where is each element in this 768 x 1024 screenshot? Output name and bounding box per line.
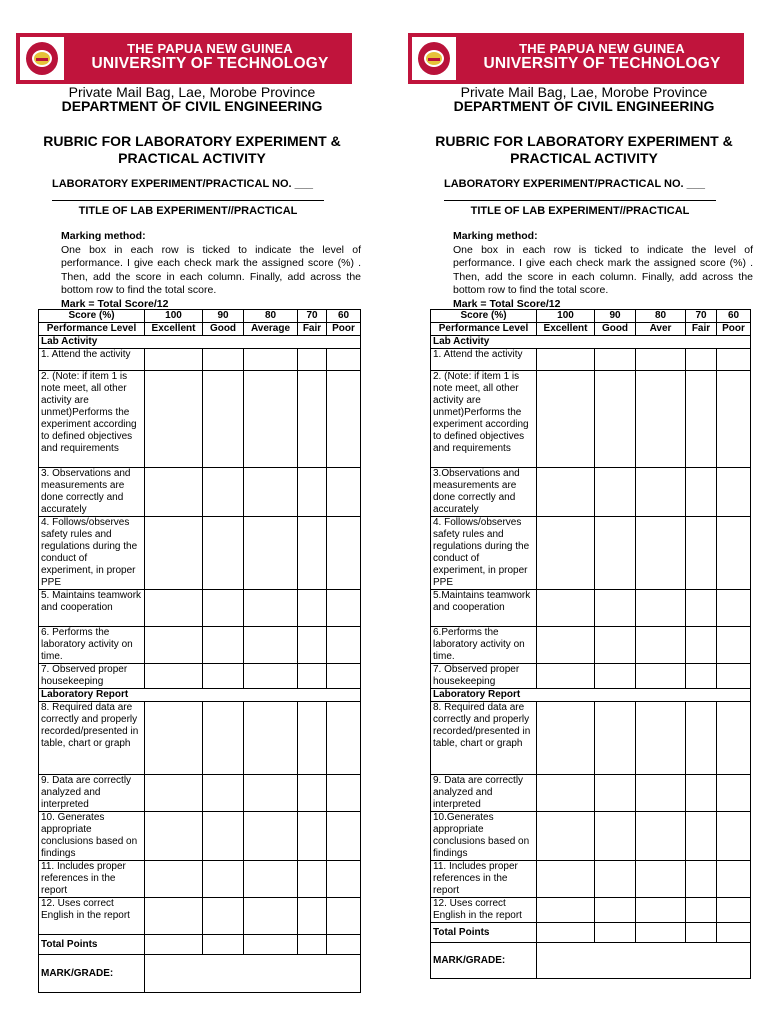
total-cell[interactable] (537, 923, 595, 943)
check-cell[interactable] (244, 627, 298, 664)
check-cell[interactable] (145, 468, 203, 517)
criterion-9: 9. Data are correctly analyzed and interpreted (431, 775, 537, 812)
score-70: 70 (298, 310, 327, 323)
level-row (431, 323, 751, 336)
check-cell[interactable] (595, 468, 636, 517)
score-label: Score (%) (431, 310, 537, 323)
criterion-6: 6.Performs the laboratory activity on time. (431, 627, 537, 664)
score-90: 90 (595, 310, 636, 323)
table-row (431, 517, 751, 590)
check-cell[interactable] (537, 371, 595, 468)
mark-formula: Mark = Total Score/12 (61, 297, 169, 310)
check-cell[interactable] (327, 517, 361, 590)
check-cell[interactable] (244, 517, 298, 590)
check-cell[interactable] (203, 702, 244, 775)
check-cell[interactable] (244, 775, 298, 812)
check-cell[interactable] (327, 627, 361, 664)
rubric-table (430, 309, 751, 979)
mark-formula: Mark = Total Score/12 (453, 297, 561, 310)
lab-title-label: TITLE OF LAB EXPERIMENT//PRACTICAL (78, 205, 298, 217)
table-row (39, 349, 361, 371)
check-cell[interactable] (636, 664, 686, 689)
check-cell[interactable] (717, 371, 751, 468)
check-cell[interactable] (203, 590, 244, 627)
level-good: Good (203, 323, 244, 336)
score-100: 100 (537, 310, 595, 323)
check-cell[interactable] (145, 371, 203, 468)
level-average: Average (244, 323, 298, 336)
table-row (39, 812, 361, 861)
check-cell[interactable] (686, 775, 717, 812)
mark-grade-cell[interactable] (537, 943, 751, 979)
level-fair: Fair (686, 323, 717, 336)
level-poor: Poor (327, 323, 361, 336)
check-cell[interactable] (203, 775, 244, 812)
banner-line-1: THE PAPUA NEW GUINEA (519, 41, 685, 56)
check-cell[interactable] (686, 898, 717, 923)
check-cell[interactable] (537, 468, 595, 517)
table-row (39, 517, 361, 590)
rubric-title-line-2: PRACTICAL ACTIVITY (510, 150, 658, 166)
check-cell[interactable] (717, 861, 751, 898)
table-row (431, 468, 751, 517)
check-cell[interactable] (203, 468, 244, 517)
level-label: Performance Level (39, 323, 145, 336)
total-cell[interactable] (327, 935, 361, 955)
table-row (431, 861, 751, 898)
check-cell[interactable] (595, 664, 636, 689)
check-cell[interactable] (298, 371, 327, 468)
table-row (39, 371, 361, 468)
level-fair: Fair (298, 323, 327, 336)
check-cell[interactable] (298, 349, 327, 371)
check-cell[interactable] (717, 590, 751, 627)
total-cell[interactable] (636, 923, 686, 943)
check-cell[interactable] (244, 349, 298, 371)
mark-grade-cell[interactable] (145, 955, 361, 993)
score-60: 60 (717, 310, 751, 323)
check-cell[interactable] (145, 349, 203, 371)
marking-heading: Marking method: (61, 230, 146, 242)
table-row (39, 702, 361, 775)
lab-title-label: TITLE OF LAB EXPERIMENT//PRACTICAL (470, 205, 690, 217)
university-logo (20, 37, 64, 80)
rubric-title-line-1: RUBRIC FOR LABORATORY EXPERIMENT & (435, 133, 733, 149)
table-row (431, 775, 751, 812)
check-cell[interactable] (636, 861, 686, 898)
check-cell[interactable] (595, 371, 636, 468)
check-cell[interactable] (537, 664, 595, 689)
score-60: 60 (327, 310, 361, 323)
score-100: 100 (145, 310, 203, 323)
check-cell[interactable] (686, 468, 717, 517)
check-cell[interactable] (636, 702, 686, 775)
criterion-8: 8. Required data are correctly and properly recorded/presented in table, chart or graph (39, 702, 145, 775)
score-70: 70 (686, 310, 717, 323)
check-cell[interactable] (298, 812, 327, 861)
check-cell[interactable] (203, 812, 244, 861)
check-cell[interactable] (145, 775, 203, 812)
table-row (431, 664, 751, 689)
table-row (39, 898, 361, 935)
rubric-title-line-2: PRACTICAL ACTIVITY (118, 150, 266, 166)
rubric-sheet-right (392, 0, 768, 1024)
criterion-12: 12. Uses correct English in the report (431, 898, 537, 923)
grade-row (431, 943, 751, 979)
table-row (431, 898, 751, 923)
check-cell[interactable] (203, 898, 244, 935)
check-cell[interactable] (244, 664, 298, 689)
mark-grade-label: MARK/GRADE: (39, 955, 145, 993)
check-cell[interactable] (686, 349, 717, 371)
check-cell[interactable] (145, 517, 203, 590)
score-label: Score (%) (39, 310, 145, 323)
section-lab-report: Laboratory Report (431, 689, 751, 702)
level-poor: Poor (717, 323, 751, 336)
check-cell[interactable] (327, 812, 361, 861)
total-points-label: Total Points (431, 923, 537, 943)
check-cell[interactable] (244, 371, 298, 468)
check-cell[interactable] (636, 371, 686, 468)
check-cell[interactable] (244, 590, 298, 627)
check-cell[interactable] (686, 664, 717, 689)
check-cell[interactable] (717, 664, 751, 689)
score-80: 80 (636, 310, 686, 323)
check-cell[interactable] (636, 627, 686, 664)
marking-method (61, 230, 361, 311)
check-cell[interactable] (244, 468, 298, 517)
total-row (431, 923, 751, 943)
check-cell[interactable] (298, 468, 327, 517)
title-blank-line (52, 200, 324, 201)
check-cell[interactable] (145, 861, 203, 898)
check-cell[interactable] (636, 775, 686, 812)
check-cell[interactable] (327, 371, 361, 468)
check-cell[interactable] (717, 627, 751, 664)
criterion-2: 2. (Note: if item 1 is note meet, all other activity are unmet)Performs the experiment according to defined objectives and requirements (431, 371, 537, 468)
check-cell[interactable] (537, 702, 595, 775)
check-cell[interactable] (203, 517, 244, 590)
check-cell[interactable] (717, 898, 751, 923)
table-row (431, 812, 751, 861)
section-lab-report: Laboratory Report (39, 689, 361, 702)
check-cell[interactable] (537, 590, 595, 627)
check-cell[interactable] (636, 898, 686, 923)
total-cell[interactable] (203, 935, 244, 955)
check-cell[interactable] (595, 590, 636, 627)
total-cell[interactable] (244, 935, 298, 955)
marking-method (453, 230, 753, 311)
check-cell[interactable] (298, 775, 327, 812)
table-row (431, 702, 751, 775)
check-cell[interactable] (686, 517, 717, 590)
check-cell[interactable] (327, 775, 361, 812)
check-cell[interactable] (298, 702, 327, 775)
check-cell[interactable] (298, 590, 327, 627)
address: Private Mail Bag, Lae, Morobe Province (68, 84, 316, 100)
mark-grade-label: MARK/GRADE: (431, 943, 537, 979)
grade-row (39, 955, 361, 993)
address: Private Mail Bag, Lae, Morobe Province (460, 84, 708, 100)
check-cell[interactable] (595, 775, 636, 812)
title-blank-line (444, 200, 716, 201)
check-cell[interactable] (686, 627, 717, 664)
check-cell[interactable] (537, 775, 595, 812)
criterion-4: 4. Follows/observes safety rules and regulations during the conduct of experiment, in proper PPE (39, 517, 145, 590)
check-cell[interactable] (686, 702, 717, 775)
section-lab-activity: Lab Activity (39, 336, 361, 349)
table-row (39, 775, 361, 812)
check-cell[interactable] (537, 517, 595, 590)
check-cell[interactable] (203, 861, 244, 898)
level-average: Aver (636, 323, 686, 336)
rubric-table (38, 309, 361, 993)
department-title: DEPARTMENT OF CIVIL ENGINEERING (61, 98, 323, 114)
check-cell[interactable] (327, 861, 361, 898)
table-row (39, 627, 361, 664)
table-row (431, 590, 751, 627)
check-cell[interactable] (537, 898, 595, 923)
criterion-4: 4. Follows/observes safety rules and regulations during the conduct of experiment, in proper PPE (431, 517, 537, 590)
score-90: 90 (203, 310, 244, 323)
criterion-1: 1. Attend the activity (431, 349, 537, 371)
check-cell[interactable] (327, 898, 361, 935)
check-cell[interactable] (686, 861, 717, 898)
criterion-11: 11. Includes proper references in the report (431, 861, 537, 898)
total-cell[interactable] (595, 923, 636, 943)
criterion-8: 8. Required data are correctly and properly recorded/presented in table, chart or graph (431, 702, 537, 775)
check-cell[interactable] (327, 590, 361, 627)
table-row (39, 468, 361, 517)
check-cell[interactable] (327, 702, 361, 775)
score-80: 80 (244, 310, 298, 323)
total-row (39, 935, 361, 955)
criterion-7: 7. Observed proper housekeeping (39, 664, 145, 689)
check-cell[interactable] (595, 812, 636, 861)
criterion-1: 1. Attend the activity (39, 349, 145, 371)
university-logo (412, 37, 456, 80)
check-cell[interactable] (298, 861, 327, 898)
check-cell[interactable] (595, 627, 636, 664)
check-cell[interactable] (298, 664, 327, 689)
check-cell[interactable] (145, 702, 203, 775)
check-cell[interactable] (145, 627, 203, 664)
check-cell[interactable] (244, 702, 298, 775)
lab-number-label: LABORATORY EXPERIMENT/PRACTICAL NO. ___ (52, 178, 313, 190)
check-cell[interactable] (595, 861, 636, 898)
check-cell[interactable] (595, 702, 636, 775)
criterion-10: 10. Generates appropriate conclusions based on findings (39, 812, 145, 861)
check-cell[interactable] (636, 349, 686, 371)
department-title: DEPARTMENT OF CIVIL ENGINEERING (453, 98, 715, 114)
check-cell[interactable] (636, 517, 686, 590)
check-cell[interactable] (537, 349, 595, 371)
marking-text: One box in each row is ticked to indicate the level of performance. I give each check mark the assigned score (%) . Then, add the score in each column. Finally, add across the bottom row to find the total score. (61, 243, 361, 296)
check-cell[interactable] (298, 627, 327, 664)
check-cell[interactable] (537, 812, 595, 861)
total-cell[interactable] (717, 923, 751, 943)
check-cell[interactable] (686, 812, 717, 861)
check-cell[interactable] (537, 627, 595, 664)
university-banner (16, 33, 352, 84)
check-cell[interactable] (595, 349, 636, 371)
criterion-5: 5.Maintains teamwork and cooperation (431, 590, 537, 627)
check-cell[interactable] (636, 590, 686, 627)
check-cell[interactable] (636, 468, 686, 517)
check-cell[interactable] (203, 349, 244, 371)
level-excellent: Excellent (537, 323, 595, 336)
criterion-3: 3.Observations and measurements are done correctly and accurately (431, 468, 537, 517)
criterion-7: 7. Observed proper housekeeping (431, 664, 537, 689)
check-cell[interactable] (717, 775, 751, 812)
table-row (431, 371, 751, 468)
check-cell[interactable] (717, 349, 751, 371)
rubric-title-line-1: RUBRIC FOR LABORATORY EXPERIMENT & (43, 133, 341, 149)
total-points-label: Total Points (39, 935, 145, 955)
banner-line-1: THE PAPUA NEW GUINEA (127, 41, 293, 56)
check-cell[interactable] (244, 812, 298, 861)
score-row (39, 310, 361, 323)
check-cell[interactable] (717, 517, 751, 590)
table-row (431, 349, 751, 371)
check-cell[interactable] (595, 517, 636, 590)
check-cell[interactable] (595, 898, 636, 923)
total-cell[interactable] (145, 935, 203, 955)
section-lab-activity: Lab Activity (431, 336, 751, 349)
check-cell[interactable] (244, 861, 298, 898)
check-cell[interactable] (717, 812, 751, 861)
check-cell[interactable] (203, 371, 244, 468)
check-cell[interactable] (145, 664, 203, 689)
table-row (39, 590, 361, 627)
criterion-3: 3. Observations and measurements are done correctly and accurately (39, 468, 145, 517)
check-cell[interactable] (203, 664, 244, 689)
criterion-11: 11. Includes proper references in the report (39, 861, 145, 898)
check-cell[interactable] (686, 590, 717, 627)
criterion-10: 10.Generates appropriate conclusions based on findings (431, 812, 537, 861)
criterion-5: 5. Maintains teamwork and cooperation (39, 590, 145, 627)
level-good: Good (595, 323, 636, 336)
criterion-12: 12. Uses correct English in the report (39, 898, 145, 935)
banner-line-2: UNIVERSITY OF TECHNOLOGY (91, 55, 329, 72)
total-cell[interactable] (686, 923, 717, 943)
level-excellent: Excellent (145, 323, 203, 336)
university-banner (408, 33, 744, 84)
check-cell[interactable] (244, 898, 298, 935)
level-row (39, 323, 361, 336)
check-cell[interactable] (327, 664, 361, 689)
check-cell[interactable] (537, 861, 595, 898)
table-row (39, 861, 361, 898)
check-cell[interactable] (717, 468, 751, 517)
banner-line-2: UNIVERSITY OF TECHNOLOGY (483, 55, 721, 72)
check-cell[interactable] (636, 812, 686, 861)
check-cell[interactable] (298, 898, 327, 935)
level-label: Performance Level (431, 323, 537, 336)
criterion-2: 2. (Note: if item 1 is note meet, all other activity are unmet)Performs the experiment according to defined objectives and requirements (39, 371, 145, 468)
check-cell[interactable] (717, 702, 751, 775)
check-cell[interactable] (686, 371, 717, 468)
criterion-6: 6. Performs the laboratory activity on time. (39, 627, 145, 664)
total-cell[interactable] (298, 935, 327, 955)
check-cell[interactable] (145, 812, 203, 861)
table-row (431, 627, 751, 664)
check-cell[interactable] (203, 627, 244, 664)
check-cell[interactable] (327, 349, 361, 371)
check-cell[interactable] (145, 590, 203, 627)
score-row (431, 310, 751, 323)
table-row (39, 664, 361, 689)
check-cell[interactable] (145, 898, 203, 935)
lab-number-label: LABORATORY EXPERIMENT/PRACTICAL NO. ___ (444, 178, 705, 190)
marking-heading: Marking method: (453, 230, 538, 242)
check-cell[interactable] (298, 517, 327, 590)
criterion-9: 9. Data are correctly analyzed and interpreted (39, 775, 145, 812)
marking-text: One box in each row is ticked to indicate the level of performance. I give each check mark the assigned score (%) . Then, add the score in each column. Finally, add across the bottom row to find the total score. (453, 243, 753, 296)
check-cell[interactable] (327, 468, 361, 517)
